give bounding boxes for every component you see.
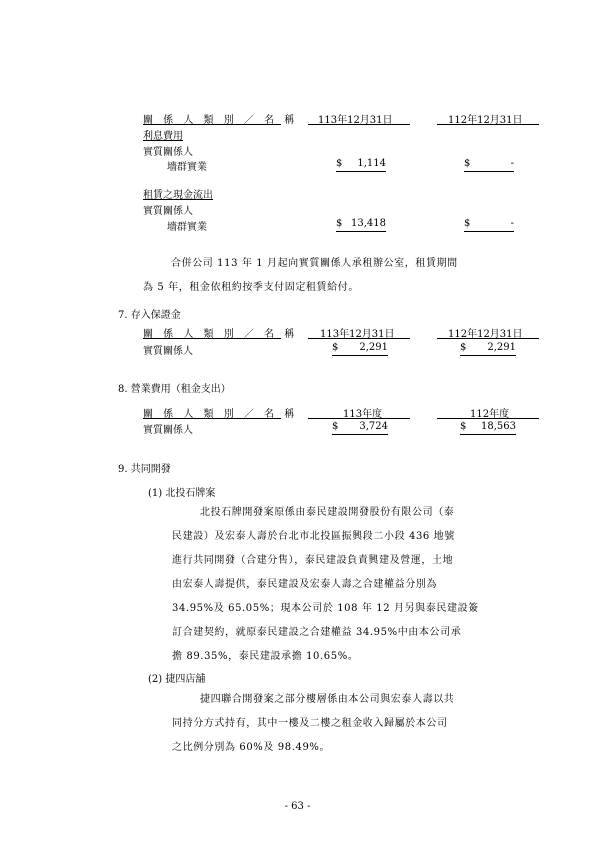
table1-header-rule-category [143, 124, 281, 125]
paragraph-line: 擔 89.35%，泰民建設承擔 10.65%。 [172, 651, 359, 662]
section8-2024-amount [332, 421, 388, 433]
table1-header-col-2023: 112年12月31日 [448, 115, 523, 126]
currency-symbol: $ [464, 218, 471, 229]
interest-company: 墻群實業 [167, 162, 207, 173]
currency-symbol: $ [336, 218, 343, 229]
amount-value: 2,291 [487, 342, 516, 353]
currency-symbol: $ [460, 421, 467, 432]
amount-value: 2,291 [359, 342, 388, 353]
amount-value: 13,418 [351, 218, 386, 229]
amount-underline [464, 231, 514, 232]
section9-sub1-title: (1) 北投石牌案 [148, 488, 216, 499]
paragraph-line: 民建設）及宏泰人壽於台北市北投區振興段二小段 436 地號 [172, 531, 455, 542]
section8-header-rule-2023 [437, 418, 539, 419]
section8-heading: 8. 營業費用（租金支出） [118, 384, 231, 395]
section7-header-col-2023: 112年12月31日 [448, 329, 523, 340]
amount-value: - [510, 218, 514, 229]
paragraph-line: 合併公司 113 年 1 月起向實質關係人承租辦公室，租賃期間 [171, 258, 458, 269]
amount-value: 3,724 [359, 421, 388, 432]
section7-2023-amount [460, 342, 516, 354]
paragraph-line: 之比例分別為 60%及 98.49%。 [172, 742, 331, 753]
amount-underline [336, 231, 386, 232]
paragraph-line: 同持分方式持有，其中一樓及二樓之租金收入歸屬於本公司 [172, 718, 448, 729]
section7-heading: 7. 存入保證金 [118, 310, 181, 321]
lease-paragraph [143, 252, 458, 300]
table1-header-category: 關 係 人 類 別 ／ 名 稱 [143, 115, 298, 126]
amount-value: 18,563 [481, 421, 516, 432]
paragraph-line: 為 5 年，租金依租約按季支付固定租賃給付。 [143, 282, 359, 293]
section7-row-label: 實質關係人 [143, 346, 193, 357]
interest-related-party: 實質關係人 [143, 147, 193, 158]
amount-underline [332, 434, 388, 435]
currency-symbol: $ [332, 421, 339, 432]
section9-heading: 9. 共同開發 [118, 464, 171, 475]
cashflow-2024-amount [336, 218, 386, 230]
amount-underline [464, 171, 514, 172]
paragraph-line: 進行共同開發（合建分售），泰民建設負責興建及營運，土地 [172, 555, 454, 566]
paragraph-line: 34.95%及 65.05%；現本公司於 108 年 12 月另與泰民建設簽 [172, 603, 479, 614]
currency-symbol: $ [336, 158, 343, 169]
section8-header-col-2023: 112年度 [470, 409, 510, 420]
section7-2024-amount [332, 342, 388, 354]
lease-cashflow-title: 租賃之現金流出 [143, 190, 213, 201]
interest-2023-amount [464, 158, 514, 170]
currency-symbol: $ [332, 342, 339, 353]
paragraph-line: 訂合建契約，就原泰民建設之合建權益 34.95%中由本公司承 [172, 627, 462, 638]
currency-symbol: $ [460, 342, 467, 353]
amount-underline [460, 355, 516, 356]
paragraph-line: 捷四聯合開發案之部分樓層係由本公司與宏泰人壽以共 [200, 694, 455, 705]
section8-2023-amount [460, 421, 516, 433]
section9-sub2-paragraph [172, 688, 454, 760]
section9-sub2-title: (2) 捷四店舖 [148, 674, 206, 685]
section8-header-rule-2024 [308, 418, 410, 419]
section7-header-rule-2024 [308, 338, 410, 339]
table1-header-col-2024: 113年12月31日 [318, 115, 393, 126]
interest-2024-amount [336, 158, 386, 170]
amount-underline [332, 355, 388, 356]
section7-header-rule-2023 [437, 338, 539, 339]
section8-header-rule-category [143, 418, 281, 419]
section8-row-label: 實質關係人 [143, 425, 193, 436]
section7-header-category: 關 係 人 類 別 ／ 名 稱 [143, 329, 298, 340]
section7-header-col-2024: 113年12月31日 [320, 329, 395, 340]
table1-header-rule-2024 [308, 124, 410, 125]
table1-header-rule-2023 [437, 124, 539, 125]
paragraph-line: 由宏泰人壽提供，泰民建設及宏泰人壽之合建權益分別為 [172, 579, 437, 590]
cashflow-2023-amount [464, 218, 514, 230]
amount-underline [336, 171, 386, 172]
section8-header-category: 關 係 人 類 別 ／ 名 稱 [143, 409, 298, 420]
cashflow-related-party: 實質關係人 [143, 206, 193, 217]
amount-value: - [510, 158, 514, 169]
section8-header-col-2024: 113年度 [343, 409, 383, 420]
page-number: - 63 - [284, 801, 311, 812]
section7-header-rule-category [143, 338, 281, 339]
cashflow-company: 墻群實業 [167, 222, 207, 233]
currency-symbol: $ [464, 158, 471, 169]
interest-expense-title: 利息費用 [143, 131, 183, 142]
section9-sub1-paragraph [172, 501, 479, 669]
paragraph-line: 北投石牌開發案原係由泰民建設開發股份有限公司（泰 [200, 507, 455, 518]
amount-value: 1,114 [357, 158, 386, 169]
amount-underline [460, 434, 516, 435]
